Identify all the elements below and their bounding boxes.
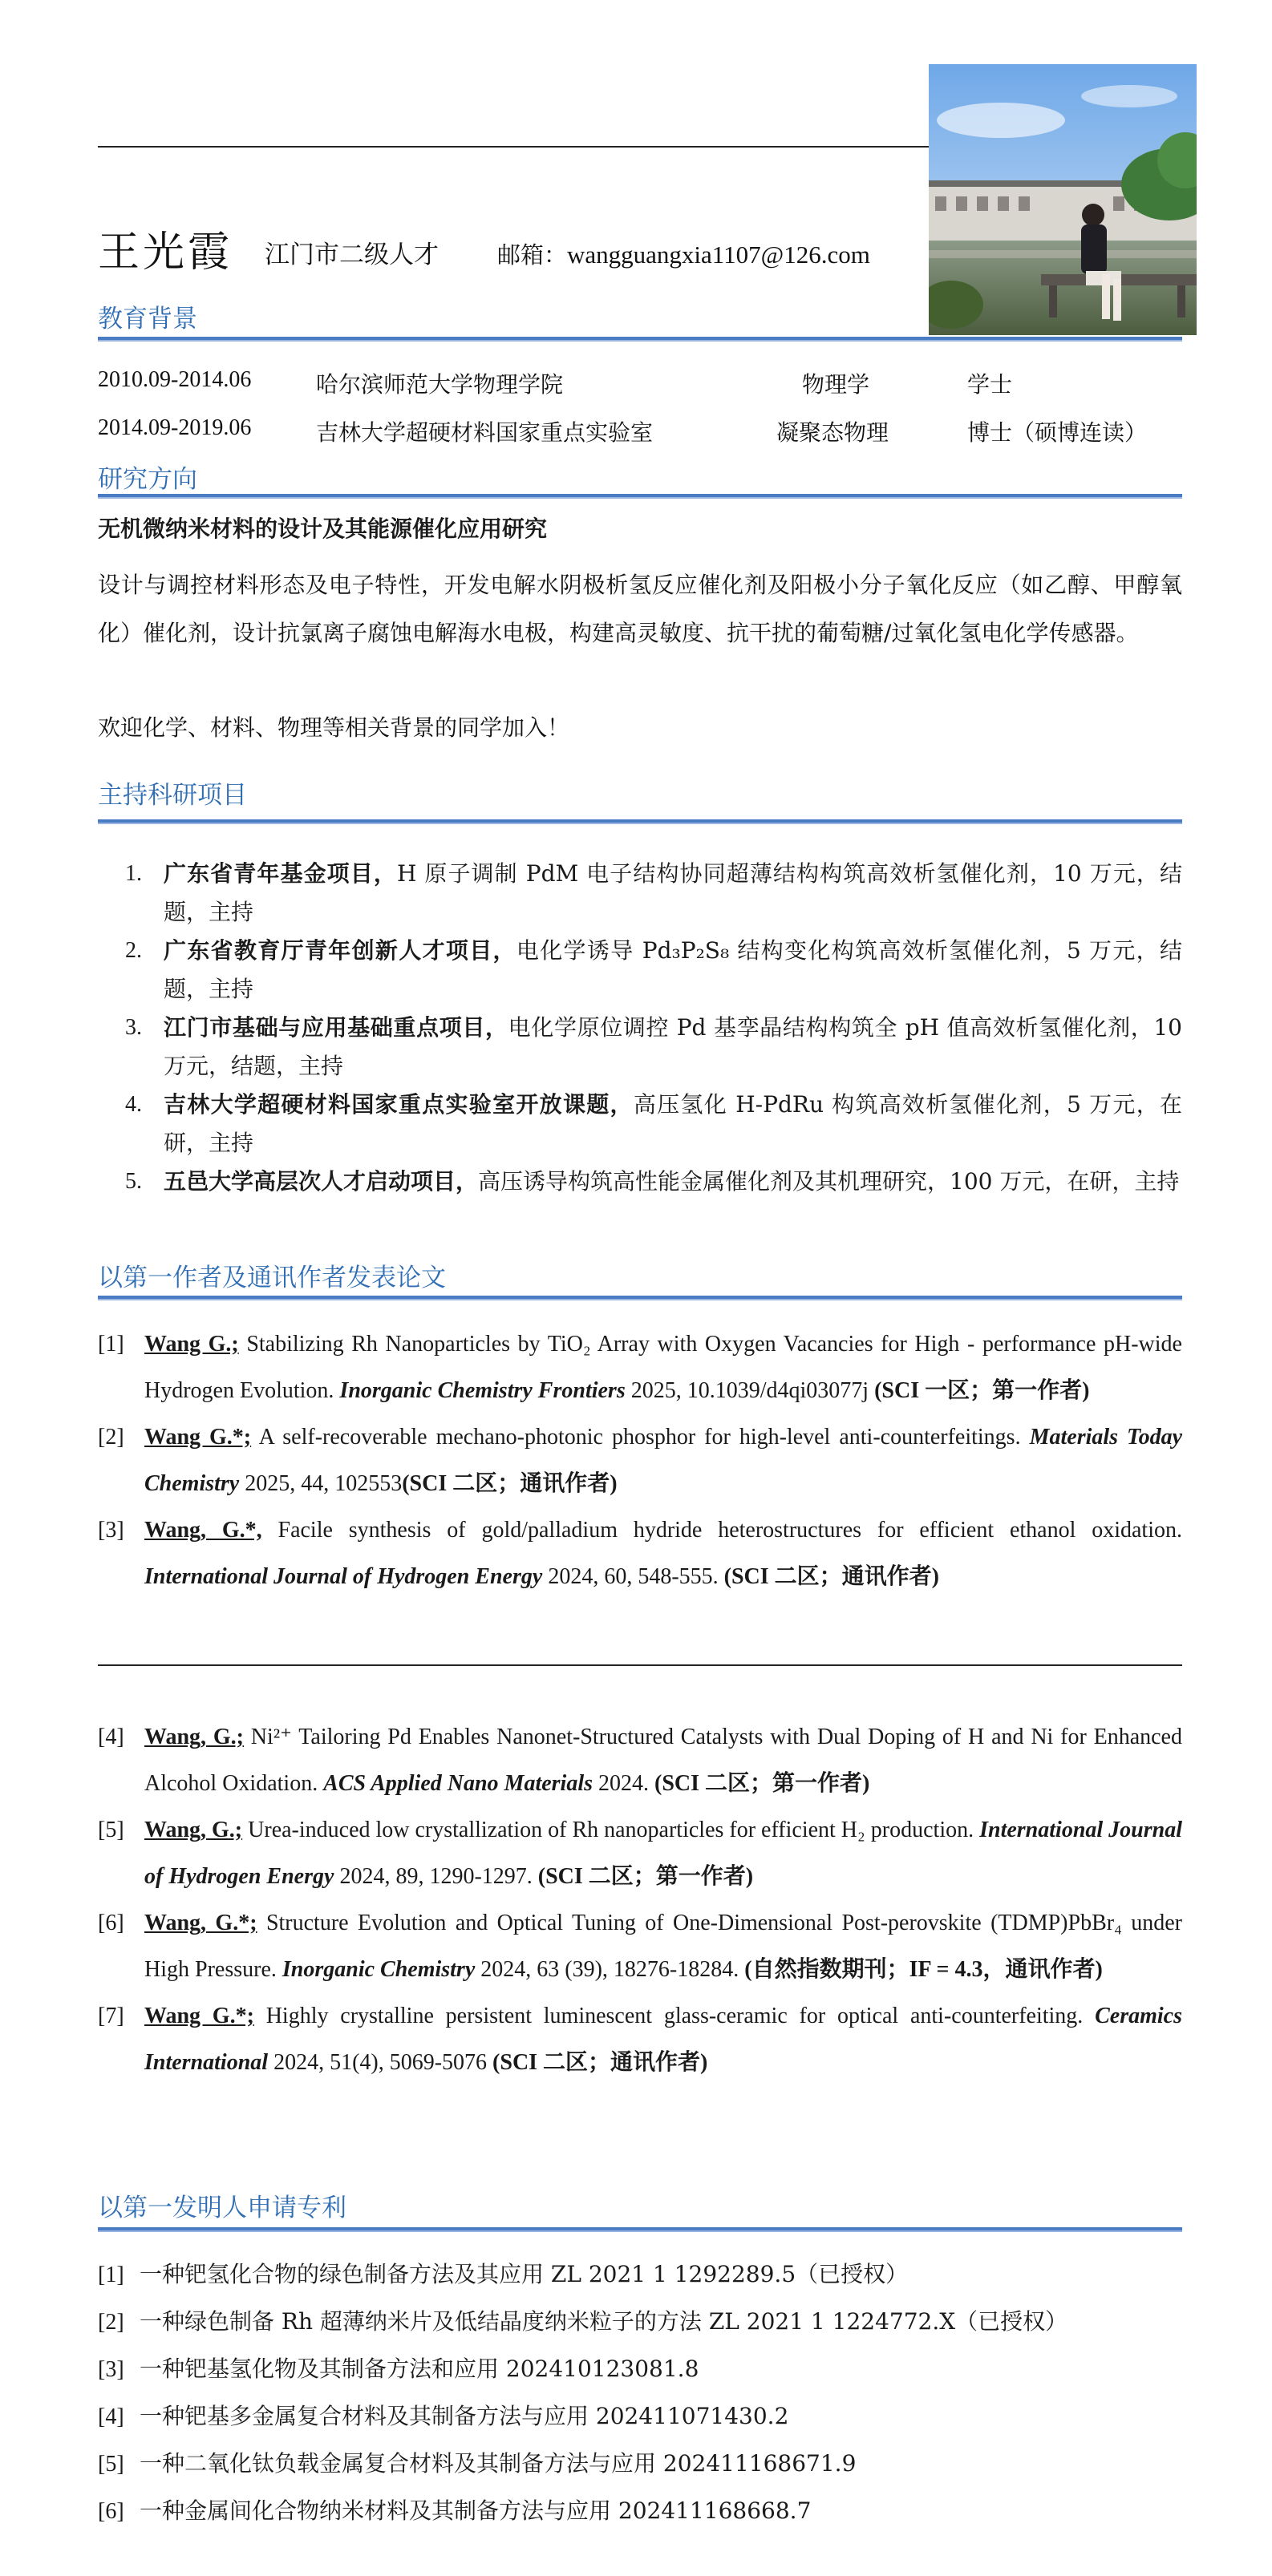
project-name: 吉林大学超硬材料国家重点实验室开放课题， xyxy=(164,1091,634,1118)
research-section xyxy=(98,459,1182,495)
papers-list-a xyxy=(98,1321,1182,1600)
patent-item: [1] 一种钯氢化合物的绿色制备方法及其应用 ZL 2021 1 1292289.5（已授权） xyxy=(98,2261,909,2287)
paper-note: (SCI 二区；通讯作者) xyxy=(723,1564,939,1589)
projects-rule xyxy=(98,819,1182,824)
paper-author: Wang, G.; xyxy=(144,1818,243,1842)
patent-text: 一种二氧化钛负载金属复合材料及其制备方法与应用 202411168671.9 xyxy=(140,2450,857,2477)
edu-school: 吉林大学超硬材料国家重点实验室 xyxy=(316,419,654,446)
project-desc: H 原子调制 PdM 电子结构协同超薄结构构筑高效析氢催化剂，10 万元，结题，主持 xyxy=(164,860,1182,925)
paper-note: (SCI 二区；第一作者) xyxy=(654,1771,870,1796)
patent-text: 一种钯氢化合物的绿色制备方法及其应用 ZL 2021 1 1292289.5（已授权） xyxy=(140,2261,909,2287)
paper-author: Wang G.; xyxy=(144,1332,239,1357)
profile-photo xyxy=(929,64,1197,335)
paper-item: [3] Wang, G.*, Facile synthesis of gold/palladium hydride heterostructures for efficient ethanol oxidation. International Journal of Hydrogen Energy 2024, 60, 548-555. (SCI 二区；通讯作者) xyxy=(98,1518,1182,1589)
patent-item: [4] 一种钯基多金属复合材料及其制备方法与应用 202411071430.2 xyxy=(98,2403,789,2429)
papers-list-b xyxy=(98,1714,1182,2086)
paper-title: Urea-induced low crystallization of Rh nanoparticles for efficient H₂ production. xyxy=(242,1818,980,1842)
project-name: 广东省青年基金项目， xyxy=(164,860,397,887)
edu-period: 2010.09-2014.06 xyxy=(98,367,252,392)
patent-text: 一种绿色制备 Rh 超薄纳米片及低结晶度纳米粒子的方法 ZL 2021 1 1224772.X（已授权） xyxy=(140,2308,1068,2335)
project-desc: 高压氢化 H-PdRu 构筑高效析氢催化剂，5 万元，在研，主持 xyxy=(164,1091,1182,1156)
paper-info: 2025, 44, 102553 xyxy=(239,1471,403,1496)
email-line xyxy=(497,237,870,270)
patents-heading: 以第一发明人申请专利 xyxy=(98,2194,346,2222)
paper-title: Facile synthesis of gold/palladium hydride heterostructures for efficient ethanol oxidation. xyxy=(261,1518,1182,1543)
paper-journal: Ceramics International xyxy=(144,2004,1182,2075)
paper-note: (自然指数期刊；IF = 4.3，通讯作者) xyxy=(744,1957,1103,1982)
paper-note: (SCI 二区；第一作者) xyxy=(537,1864,754,1889)
paper-author: Wang, G.; xyxy=(144,1725,244,1749)
project-name: 江门市基础与应用基础重点项目， xyxy=(164,1014,508,1041)
page-break-rule xyxy=(98,1664,1182,1666)
patent-text: 一种钯基多金属复合材料及其制备方法与应用 202411071430.2 xyxy=(140,2403,789,2429)
person-name: 王光霞 xyxy=(98,228,233,277)
patent-text: 一种金属间化合物纳米材料及其制备方法与应用 202411168668.7 xyxy=(140,2497,812,2524)
patents-rule xyxy=(98,2227,1182,2232)
project-desc: 高压诱导构筑高性能金属催化剂及其机理研究，100 万元，在研，主持 xyxy=(478,1168,1180,1195)
paper-journal: Inorganic Chemistry xyxy=(282,1957,476,1982)
education-row xyxy=(98,367,1182,399)
project-item: 2. 广东省教育厅青年创新人才项目，电化学诱导 Pd₃P₂S₈ 结构变化构筑高效析氢催化剂，5 万元，结题，主持 xyxy=(125,937,1182,1002)
papers-heading: 以第一作者及通讯作者发表论文 xyxy=(98,1264,446,1292)
project-item: 4. 吉林大学超硬材料国家重点实验室开放课题，高压氢化 H-PdRu 构筑高效析氢催化剂，5 万元，在研，主持 xyxy=(125,1091,1182,1156)
project-item: 1. 广东省青年基金项目，H 原子调制 PdM 电子结构协同超薄结构构筑高效析氢催化剂，10 万元，结题，主持 xyxy=(125,860,1182,925)
talent-title: 江门市二级人才 xyxy=(265,241,439,269)
patent-item: [5] 一种二氧化钛负载金属复合材料及其制备方法与应用 202411168671.9 xyxy=(98,2450,857,2477)
email-label: 邮箱： xyxy=(497,241,568,269)
paper-note: (SCI 二区；通讯作者) xyxy=(402,1471,618,1496)
education-row xyxy=(98,415,1182,447)
project-desc: 电化学诱导 Pd₃P₂S₈ 结构变化构筑高效析氢催化剂，5 万元，结题，主持 xyxy=(164,937,1182,1002)
paper-info: 2024, 63 (39), 18276-18284. xyxy=(475,1957,745,1982)
paper-author: Wang, G.*, xyxy=(144,1518,262,1543)
papers-rule xyxy=(98,1296,1182,1300)
research-rule xyxy=(98,494,1182,499)
edu-period: 2014.09-2019.06 xyxy=(98,415,252,440)
paper-info: 2024, 89, 1290-1297. xyxy=(334,1864,538,1889)
paper-title: A self-recoverable mechano-photonic phosphor for high-level anti-counterfeitings. xyxy=(251,1425,1030,1450)
paper-title: Stabilizing Rh Nanoparticles by TiO₂ Array with Oxygen Vacancies for High - performance pH-wide Hydrogen Evolution. xyxy=(144,1332,1182,1403)
education-heading: 教育背景 xyxy=(98,305,197,334)
paper-journal: ACS Applied Nano Materials xyxy=(323,1771,593,1796)
patents-list xyxy=(98,2251,1182,2535)
projects-list xyxy=(98,855,1182,1201)
paper-info: 2025, 10.1039/d4qi03077j xyxy=(625,1378,875,1403)
header-rule xyxy=(98,146,932,148)
edu-degree: 学士 xyxy=(967,371,1013,398)
patent-item: [2] 一种绿色制备 Rh 超薄纳米片及低结晶度纳米粒子的方法 ZL 2021 1 1224772.X（已授权） xyxy=(98,2308,1068,2335)
paper-item: [1] Wang G.; Stabilizing Rh Nanoparticles by TiO₂ Array with Oxygen Vacancies for High - performance pH-wide Hydrogen Evolution. Inorganic Chemistry Frontiers 2025, 10.1039/d4qi03077j (SCI 一区；第一作者) xyxy=(98,1332,1182,1403)
paper-note: (SCI 一区；第一作者) xyxy=(874,1378,1090,1403)
patents-section xyxy=(98,2187,1182,2223)
paper-item: [2] Wang G.*; A self-recoverable mechano-photonic phosphor for high-level anti-counterfeitings. Materials Today Chemistry 2025, 44, 102553(SCI 二区；通讯作者) xyxy=(98,1425,1183,1496)
research-heading: 研究方向 xyxy=(98,465,197,494)
patent-item: [6] 一种金属间化合物纳米材料及其制备方法与应用 202411168668.7 xyxy=(98,2497,812,2524)
edu-major: 物理学 xyxy=(802,371,870,398)
research-paragraph: 设计与调控材料形态及电子特性，开发电解水阴极析氢反应催化剂及阳极小分子氧化反应（如乙醇、甲醇氧化）催化剂，设计抗氯离子腐蚀电解海水电极，构建高灵敏度、抗干扰的葡萄糖/过氧化氢电化学传感器。 xyxy=(98,572,1182,646)
patent-text: 一种钯基氢化物及其制备方法和应用 202410123081.8 xyxy=(140,2356,699,2382)
paper-journal: International Journal of Hydrogen Energy xyxy=(144,1818,1182,1889)
paper-journal: Inorganic Chemistry Frontiers xyxy=(339,1378,626,1403)
project-name: 五邑大学高层次人才启动项目， xyxy=(164,1168,479,1195)
paper-note: (SCI 二区；通讯作者) xyxy=(492,2050,708,2075)
paper-item: [6] Wang, G.*; Structure Evolution and Optical Tuning of One-Dimensional Post-perovskite (TDMP)PbBr₄ under High Pressure. Inorganic Chemistry 2024, 63 (39), 18276-18284. (自然指数期刊；IF = 4.3，通讯作者) xyxy=(98,1911,1182,1982)
email-address: wangguangxia1107@126.com xyxy=(567,241,870,269)
paper-journal: International Journal of Hydrogen Energy xyxy=(144,1564,543,1589)
edu-major: 凝聚态物理 xyxy=(776,419,889,446)
edu-school: 哈尔滨师范大学物理学院 xyxy=(316,371,564,398)
paper-author: Wang G.*; xyxy=(144,2004,254,2028)
edu-degree: 博士（硕博连读） xyxy=(967,419,1148,446)
paper-journal: Materials Today Chemistry xyxy=(144,1425,1183,1496)
paper-author: Wang G.*; xyxy=(144,1425,252,1450)
paper-info: 2024, 60, 548-555. xyxy=(542,1564,724,1589)
project-name: 广东省教育厅青年创新人才项目， xyxy=(164,937,516,964)
project-item: 3. 江门市基础与应用基础重点项目，电化学原位调控 Pd 基孪晶结构构筑全 pH 值高效析氢催化剂，10 万元，结题，主持 xyxy=(125,1014,1182,1079)
paper-author: Wang, G.*; xyxy=(144,1911,257,1935)
paper-item: [7] Wang G.*; Highly crystalline persistent luminescent glass-ceramic for optical anti-counterfeiting. Ceramics International 2024, 51(4), 5069-5076 (SCI 二区；通讯作者) xyxy=(98,2004,1182,2075)
education-section xyxy=(98,298,1182,334)
projects-heading: 主持科研项目 xyxy=(98,781,247,810)
research-subtitle: 无机微纳米材料的设计及其能源催化应用研究 xyxy=(98,516,548,542)
projects-section xyxy=(98,774,1182,811)
paper-info: 2024, 51(4), 5069-5076 xyxy=(268,2050,493,2075)
papers-section xyxy=(98,1257,1182,1293)
education-rule xyxy=(98,337,1182,342)
patent-item: [3] 一种钯基氢化物及其制备方法和应用 202410123081.8 xyxy=(98,2356,699,2382)
paper-title: Highly crystalline persistent luminescent glass-ceramic for optical anti-counterfeiting. xyxy=(253,2004,1096,2028)
paper-item: [4] Wang, G.; Ni²⁺ Tailoring Pd Enables Nanonet-Structured Catalysts with Dual Doping of H and Ni for Enhanced Alcohol Oxidation. ACS Applied Nano Materials 2024. (SCI 二区；第一作者) xyxy=(98,1725,1182,1796)
research-welcome: 欢迎化学、材料、物理等相关背景的同学加入！ xyxy=(98,714,570,741)
paper-item: [5] Wang, G.; Urea-induced low crystallization of Rh nanoparticles for efficient H₂ production. International Journal of Hydrogen Energy 2024, 89, 1290-1297. (SCI 二区；第一作者) xyxy=(98,1818,1182,1889)
project-item: 5. 五邑大学高层次人才启动项目，高压诱导构筑高性能金属催化剂及其机理研究，100 万元，在研，主持 xyxy=(125,1168,1180,1195)
paper-title: Ni²⁺ Tailoring Pd Enables Nanonet-Structured Catalysts with Dual Doping of H and Ni for Enhanced Alcohol Oxidation. xyxy=(144,1725,1182,1796)
paper-title: Structure Evolution and Optical Tuning of One-Dimensional Post-perovskite (TDMP)PbBr₄ under High Pressure. xyxy=(144,1911,1182,1982)
project-desc: 电化学原位调控 Pd 基孪晶结构构筑全 pH 值高效析氢催化剂，10 万元，结题，主持 xyxy=(164,1014,1182,1079)
paper-info: 2024. xyxy=(593,1771,654,1796)
